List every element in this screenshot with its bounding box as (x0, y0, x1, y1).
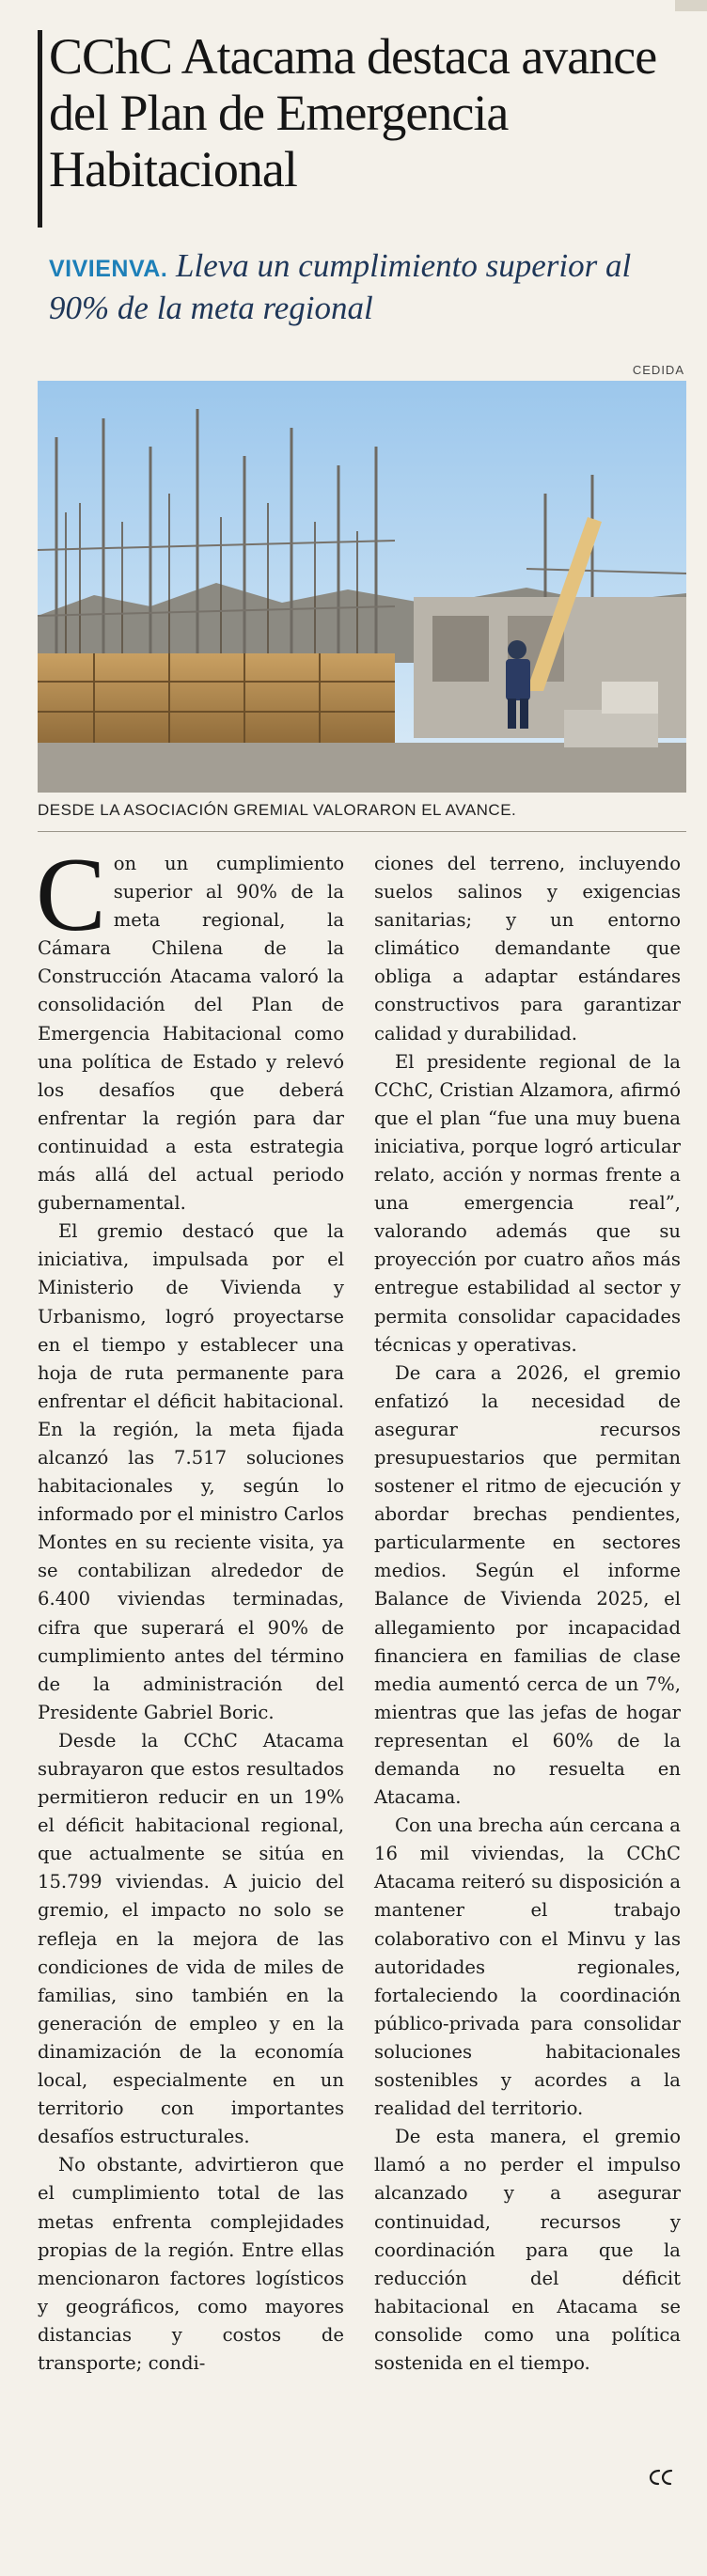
drop-cap: C (36, 837, 106, 953)
headline-accent-rule (38, 30, 42, 228)
article-paragraph: Con una brecha aún cercana a 16 mil viviendas, la CChC Atacama reiteró su disposición a mantener el trabajo colaborativo con el Minvu y las autoridades regionales, fortaleciendo la coordinación público-privada para consolidar soluciones habitacionales sostenibles y acordes a la realidad del territorio. (374, 1814, 681, 2120)
photo-caption: DESDE LA ASOCIACIÓN GREMIAL VALORARON EL AVANCE. (38, 801, 517, 819)
caption-divider (38, 831, 686, 832)
article-paragraph: No obstante, advirtieron que el cumplimiento total de las metas enfrenta complejidades propias de la región. Entre ellas mencionaron factores logísticos y geográficos, como mayores distancias y costos de transporte; condi- (38, 2154, 344, 2374)
subheadline (49, 246, 688, 328)
photo-credit: CEDIDA (632, 363, 684, 377)
newspaper-end-mark-icon (649, 2467, 673, 2488)
construction-site-photo (38, 381, 686, 793)
headline: CChC Atacama destaca avance del Plan de Emergencia Habitacional (49, 28, 657, 197)
page-corner-mark (675, 0, 707, 11)
article-column-left (36, 837, 344, 2378)
article-column-right (374, 850, 681, 2378)
article-paragraph (36, 837, 344, 1217)
article-paragraph: El gremio destacó que la iniciativa, impulsada por el Ministerio de Vivienda y Urbanismo, logró proyectarse en el tiempo y establecer una hoja de ruta permanente para enfrentar el déficit habitacional. En la región, la meta fijada alcanzó las 7.517 soluciones habitacionales y, según lo informado por el ministro Carlos Montes en su reciente visita, ya se contabilizan alrededor de 6.400 viviendas terminadas, cifra que superará el 90% de cumplimiento antes del término de la administración del Presidente Gabriel Boric. (38, 1220, 344, 1723)
subhead-text: Lleva un cumplimiento superior al 90% de la meta regional (49, 247, 632, 326)
article-paragraph-text: on un cumplimiento superior al 90% de la meta regional, la Cámara Chilena de la Construcción Atacama valoró la consolidación del Plan de Emergencia Habitacional como una política de Estado y relevó los desafíos que deberá enfrentar la región para dar continuidad a esta estrategia más allá del actual periodo gubernamental. (38, 853, 344, 1215)
article-paragraph: De cara a 2026, el gremio enfatizó la necesidad de asegurar recursos presupuestarios que permitan sostener el ritmo de ejecución y abordar brechas pendientes, particularmente en sectores medios. Según el informe Balance de Vivienda 2025, el allegamiento por incapacidad financiera en familias de clase media aumentó cerca de un 7%, mientras que las jefas de hogar representan el 60% de la demanda no resuelta en Atacama. (374, 1361, 681, 1809)
subhead-kicker: VIVIENVA. (49, 256, 168, 282)
article-paragraph: Desde la CChC Atacama subrayaron que estos resultados permitieron reducir en un 19% el déficit habitacional regional, que actualmente se sitúa en 15.799 viviendas. A juicio del gremio, el impacto no solo se refleja en la mejora de las condiciones de vida de miles de familias, sino también en la generación de empleo y en la dinamización de la economía local, especialmente en un territorio con importantes desafíos estructurales. (38, 1729, 344, 2148)
article-paragraph: ciones del terreno, incluyendo suelos salinos y exigencias sanitarias; y un entorno climático demandante que obliga a adaptar estándares constructivos para garantizar calidad y durabilidad. (374, 853, 681, 1045)
construction-site-illustration (38, 381, 686, 793)
article-paragraph: El presidente regional de la CChC, Cristian Alzamora, afirmó que el plan “fue una muy buena iniciativa, porque logró articular relato, acción y normas frente a una emergencia real”, valorando además que su proyección por cuatro años más entregue estabilidad al sector y permita consolidar capacidades técnicas y operativas. (374, 1050, 681, 1356)
article-paragraph: De esta manera, el gremio llamó a no perder el impulso alcanzado y a asegurar continuidad, recursos y coordinación para que la reducción del déficit habitacional en Atacama se consolide como una política sostenida en el tiempo. (374, 2126, 681, 2374)
